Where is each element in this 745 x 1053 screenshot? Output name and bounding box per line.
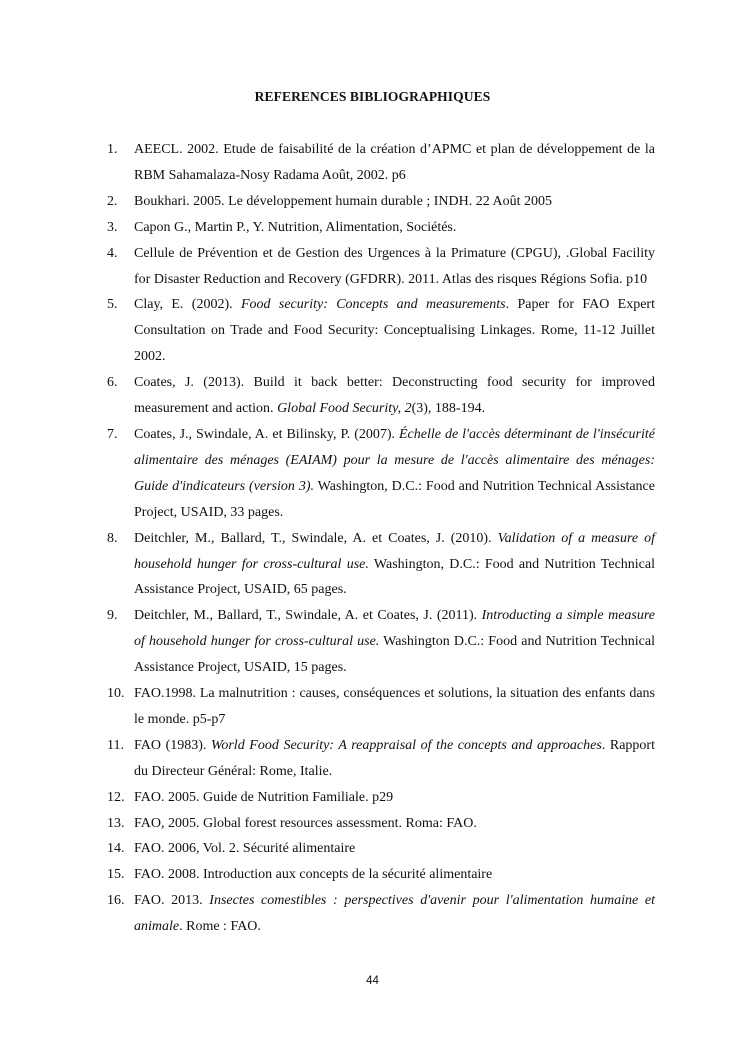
reference-text: FAO, 2005. Global forest resources assessment. Roma: FAO. bbox=[134, 815, 477, 831]
reference-text: Washington, D.C.: Food and Nutrition Technical Assistance Project, USAID, 65 pages. bbox=[134, 556, 656, 598]
reference-text: . Rapport du Directeur Général: Rome, Italie. bbox=[134, 737, 655, 779]
reference-text: FAO. 2006, Vol. 2. Sécurité alimentaire bbox=[134, 841, 356, 857]
reference-number: 7. bbox=[107, 426, 118, 442]
reference-item bbox=[107, 292, 655, 370]
reference-number: 14. bbox=[107, 841, 125, 857]
reference-text: Washington D.C.: Food and Nutrition Technical Assistance Project, USAID, 15 pages. bbox=[134, 634, 655, 676]
reference-item bbox=[107, 189, 655, 215]
page-title: REFERENCES BIBLIOGRAPHIQUES bbox=[254, 89, 491, 104]
reference-number: 8. bbox=[107, 530, 118, 546]
reference-text: . Rome : FAO. bbox=[179, 919, 261, 935]
reference-item bbox=[107, 526, 655, 604]
reference-number: 11. bbox=[107, 737, 124, 753]
reference-number: 3. bbox=[107, 219, 118, 235]
reference-text: (3), 188-194. bbox=[411, 401, 486, 417]
page-number: 44 bbox=[366, 975, 379, 987]
reference-item bbox=[107, 836, 655, 862]
reference-number: 2. bbox=[107, 193, 118, 209]
reference-text: Boukhari. 2005. Le développement humain durable ; INDH. 22 Août 2005 bbox=[134, 193, 552, 209]
reference-item bbox=[107, 888, 655, 940]
reference-text: FAO.1998. La malnutrition : causes, conséquences et solutions, la situation des enfants dans le monde. p5-p7 bbox=[134, 686, 655, 727]
reference-item bbox=[107, 370, 655, 422]
reference-number: 9. bbox=[107, 608, 118, 624]
reference-title-italic: World Food Security: A reappraisal of the concepts and approaches bbox=[210, 737, 602, 753]
reference-text: FAO (1983). bbox=[134, 737, 211, 753]
reference-item bbox=[107, 681, 655, 733]
reference-title-italic: Validation of a measure of household hunger for cross-cultural use. bbox=[134, 530, 656, 572]
reference-item bbox=[107, 215, 655, 241]
reference-text: Coates, J., Swindale, A. et Bilinsky, P. (2007). bbox=[134, 426, 399, 442]
reference-text: Capon G., Martin P., Y. Nutrition, Alimentation, Sociétés. bbox=[134, 219, 457, 235]
reference-item bbox=[107, 241, 655, 293]
reference-text: FAO. 2008. Introduction aux concepts de la sécurité alimentaire bbox=[134, 867, 493, 883]
reference-number: 1. bbox=[107, 142, 118, 157]
reference-item bbox=[107, 811, 655, 837]
reference-title-italic: Insectes comestibles : perspectives d'avenir pour l'alimentation humaine et animale bbox=[134, 893, 656, 935]
reference-item bbox=[107, 137, 655, 189]
reference-number: 5. bbox=[107, 297, 118, 313]
reference-text: Clay, E. (2002). bbox=[134, 297, 241, 313]
reference-title-italic: Introducting a simple measure of household hunger for cross-cultural use. bbox=[134, 608, 655, 650]
reference-number: 6. bbox=[107, 375, 118, 391]
reference-text: Deitchler, M., Ballard, T., Swindale, A. et Coates, J. (2011). bbox=[134, 608, 482, 624]
reference-number: 12. bbox=[107, 789, 125, 805]
reference-item bbox=[107, 862, 655, 888]
reference-number: 13. bbox=[107, 815, 125, 831]
reference-text: . Paper for FAO Expert Consultation on Trade and Food Security: Conceptualising Linkages. Rome, 11-12 Juillet 2002. bbox=[134, 297, 655, 365]
reference-text: Deitchler, M., Ballard, T., Swindale, A. et Coates, J. (2010). bbox=[134, 530, 498, 546]
reference-text: FAO. 2005. Guide de Nutrition Familiale. p29 bbox=[134, 789, 394, 805]
reference-item bbox=[107, 785, 655, 811]
reference-item bbox=[107, 733, 655, 785]
reference-text: Washington, D.C.: Food and Nutrition Technical Assistance Project, USAID, 33 pages. bbox=[134, 478, 655, 520]
reference-item bbox=[107, 422, 655, 526]
reference-title-italic: Échelle de l'accès déterminant de l'insécurité alimentaire des ménages (EAIAM) pour la mesure de l'accès alimentaire des ménages: Guide d'indicateurs (version 3). bbox=[134, 426, 655, 494]
reference-item bbox=[107, 603, 655, 681]
reference-text: Cellule de Prévention et de Gestion des Urgences à la Primature (CPGU), .Global Facility for Disaster Reduction and Recovery (GFDRR). 2011. Atlas des risques Régions Sofia. p10 bbox=[134, 245, 655, 287]
reference-number: 10. bbox=[107, 686, 125, 702]
reference-title-italic: Food security: Concepts and measurements bbox=[240, 297, 506, 313]
reference-number: 16. bbox=[107, 893, 125, 909]
reference-text: AEECL. 2002. Etude de faisabilité de la création d’APMC et plan de développement de la RBM Sahamalaza-Nosy Radama Août, 2002. p6 bbox=[134, 142, 655, 183]
reference-number: 15. bbox=[107, 867, 125, 883]
reference-text: FAO. 2013. bbox=[134, 893, 210, 909]
reference-title-italic: Global Food Security, 2 bbox=[277, 401, 412, 417]
reference-number: 4. bbox=[107, 245, 118, 261]
reference-text: Coates, J. (2013). Build it back better: Deconstructing food security for improved measurement and action. bbox=[134, 375, 655, 417]
reference-list bbox=[107, 137, 655, 940]
